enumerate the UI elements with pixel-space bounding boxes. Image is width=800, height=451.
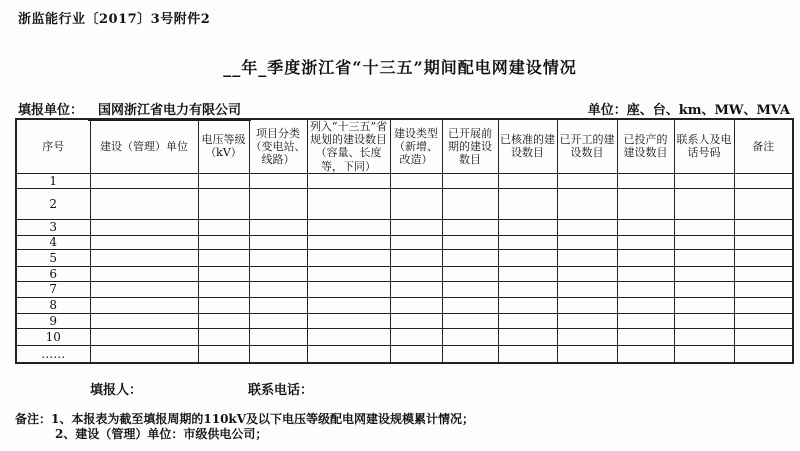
- empty-cell: [249, 219, 307, 235]
- row-number-cell: 6: [16, 266, 90, 281]
- page-title: __年_季度浙江省“十三五”期间配电网建设情况: [223, 58, 577, 77]
- empty-cell: [674, 281, 734, 297]
- info-line: [15, 99, 790, 117]
- empty-cell: [249, 297, 307, 313]
- empty-cell: [557, 173, 617, 188]
- empty-cell: [90, 281, 198, 297]
- empty-cell: [307, 249, 390, 266]
- row-number-cell: 10: [16, 328, 90, 345]
- empty-cell: [442, 281, 498, 297]
- empty-cell: [442, 345, 498, 363]
- empty-cell: [617, 297, 674, 313]
- note-1-text: 1、本报表为截至填报周期的110kV及以下电压等级配电网建设规模累计情况；: [51, 412, 475, 426]
- empty-cell: [674, 219, 734, 235]
- empty-cell: [249, 328, 307, 345]
- empty-cell: [557, 313, 617, 328]
- empty-cell: [674, 249, 734, 266]
- empty-cell: [307, 266, 390, 281]
- table-row: [16, 281, 793, 297]
- empty-cell: [617, 313, 674, 328]
- row-number-cell: 1: [16, 173, 90, 188]
- empty-cell: [90, 328, 198, 345]
- empty-cell: [307, 297, 390, 313]
- empty-cell: [307, 313, 390, 328]
- empty-cell: [390, 173, 442, 188]
- header-cell-voltage-level: 电压等级（kV）: [198, 119, 249, 173]
- empty-cell: [734, 188, 793, 219]
- empty-cell: [617, 249, 674, 266]
- unit-note: 单位：座、台、km、MW、MVA: [587, 103, 790, 118]
- table-row: [16, 313, 793, 328]
- table-row: [16, 297, 793, 313]
- empty-cell: [90, 266, 198, 281]
- empty-cell: [390, 188, 442, 219]
- empty-cell: [307, 328, 390, 345]
- header-cell-approved-count: 已核准的建设数目: [498, 119, 557, 173]
- empty-cell: [198, 219, 249, 235]
- empty-cell: [734, 249, 793, 266]
- empty-cell: [734, 297, 793, 313]
- empty-cell: [390, 235, 442, 249]
- empty-cell: [198, 235, 249, 249]
- row-number-cell: 9: [16, 313, 90, 328]
- row-number-cell: 5: [16, 249, 90, 266]
- empty-cell: [90, 297, 198, 313]
- row-number-cell: 4: [16, 235, 90, 249]
- empty-cell: [90, 249, 198, 266]
- empty-cell: [90, 173, 198, 188]
- empty-cell: [557, 188, 617, 219]
- table-row: [16, 173, 793, 188]
- empty-cell: [198, 297, 249, 313]
- empty-cell: [617, 235, 674, 249]
- empty-cell: [307, 235, 390, 249]
- empty-cell: [617, 173, 674, 188]
- footer-line: [0, 379, 800, 397]
- row-number-cell: 8: [16, 297, 90, 313]
- header-row: [16, 119, 793, 173]
- empty-cell: [390, 345, 442, 363]
- empty-cell: [557, 266, 617, 281]
- empty-cell: [249, 345, 307, 363]
- table-row: [16, 235, 793, 249]
- empty-cell: [442, 266, 498, 281]
- empty-cell: [307, 173, 390, 188]
- empty-cell: [442, 235, 498, 249]
- empty-cell: [198, 328, 249, 345]
- empty-cell: [557, 249, 617, 266]
- empty-cell: [617, 188, 674, 219]
- empty-cell: [498, 219, 557, 235]
- empty-cell: [734, 235, 793, 249]
- empty-cell: [674, 313, 734, 328]
- empty-cell: [307, 219, 390, 235]
- empty-cell: [557, 297, 617, 313]
- empty-cell: [198, 173, 249, 188]
- empty-cell: [442, 328, 498, 345]
- empty-cell: [307, 345, 390, 363]
- empty-cell: [734, 173, 793, 188]
- empty-cell: [390, 219, 442, 235]
- table-row: [16, 328, 793, 345]
- empty-cell: [249, 313, 307, 328]
- empty-cell: [734, 313, 793, 328]
- table-row: [16, 266, 793, 281]
- row-number-cell: 3: [16, 219, 90, 235]
- empty-cell: [734, 266, 793, 281]
- empty-cell: [498, 328, 557, 345]
- note-line-1: [15, 412, 790, 427]
- header-cell-project-category: 项目分类（变电站、线路）: [249, 119, 307, 173]
- empty-cell: [617, 345, 674, 363]
- fill-unit-value: 国网浙江省电力有限公司: [88, 99, 251, 121]
- empty-cell: [674, 345, 734, 363]
- empty-cell: [617, 281, 674, 297]
- empty-cell: [617, 328, 674, 345]
- empty-cell: [674, 266, 734, 281]
- empty-cell: [307, 281, 390, 297]
- empty-cell: [557, 235, 617, 249]
- empty-cell: [674, 297, 734, 313]
- table-row: [16, 188, 793, 219]
- note-line-2: [15, 427, 790, 442]
- empty-cell: [617, 266, 674, 281]
- empty-cell: [442, 188, 498, 219]
- empty-cell: [557, 345, 617, 363]
- empty-cell: [249, 188, 307, 219]
- empty-cell: [307, 188, 390, 219]
- empty-cell: [198, 249, 249, 266]
- table-row: [16, 219, 793, 235]
- note-2-text: 2、建设（管理）单位：市级供电公司；: [55, 427, 268, 441]
- empty-cell: [498, 249, 557, 266]
- empty-cell: [390, 281, 442, 297]
- empty-cell: [442, 219, 498, 235]
- empty-cell: [734, 328, 793, 345]
- empty-cell: [734, 281, 793, 297]
- empty-cell: [557, 219, 617, 235]
- header-cell-construction-type: 建设类型（新增、改造）: [390, 119, 442, 173]
- header-cell-started-count: 已开工的建设数目: [557, 119, 617, 173]
- empty-cell: [390, 328, 442, 345]
- empty-cell: [498, 281, 557, 297]
- empty-cell: [90, 219, 198, 235]
- header-cell-remarks: 备注: [734, 119, 793, 173]
- empty-cell: [390, 297, 442, 313]
- empty-cell: [90, 345, 198, 363]
- empty-cell: [249, 266, 307, 281]
- row-number-cell: 7: [16, 281, 90, 297]
- empty-cell: [442, 173, 498, 188]
- empty-cell: [249, 235, 307, 249]
- empty-cell: [498, 188, 557, 219]
- notes-block: [15, 412, 790, 442]
- empty-cell: [498, 266, 557, 281]
- empty-cell: [498, 173, 557, 188]
- empty-cell: [198, 266, 249, 281]
- fill-unit-label: 填报单位：: [18, 103, 84, 118]
- empty-cell: [442, 313, 498, 328]
- empty-cell: [442, 297, 498, 313]
- empty-cell: [198, 281, 249, 297]
- header-cell-preliminary-count: 已开展前期的建设数目: [442, 119, 498, 173]
- empty-cell: [442, 249, 498, 266]
- empty-cell: [617, 219, 674, 235]
- empty-cell: [90, 313, 198, 328]
- empty-cell: [498, 345, 557, 363]
- empty-cell: [198, 188, 249, 219]
- header-cell-commissioned-count: 已投产的建设数目: [617, 119, 674, 173]
- empty-cell: [249, 173, 307, 188]
- header-cell-planned-count: 列入“十三五”省规划的建设数目（容量、长度等，下同）: [307, 119, 390, 173]
- contact-label: 联系电话：: [248, 383, 314, 398]
- empty-cell: [198, 313, 249, 328]
- doc-number: 浙监能行业〔2017〕3号附件2: [18, 12, 211, 27]
- table-row: [16, 345, 793, 363]
- empty-cell: [674, 188, 734, 219]
- empty-cell: [674, 235, 734, 249]
- empty-cell: [390, 266, 442, 281]
- header-cell-contact: 联系人及电话号码: [674, 119, 734, 173]
- header-cell-construction-unit: 建设（管理）单位: [90, 119, 198, 173]
- row-number-cell: ……: [16, 345, 90, 363]
- empty-cell: [90, 235, 198, 249]
- empty-cell: [674, 173, 734, 188]
- empty-cell: [734, 345, 793, 363]
- empty-cell: [734, 219, 793, 235]
- report-table: [15, 118, 794, 364]
- empty-cell: [557, 328, 617, 345]
- empty-cell: [249, 249, 307, 266]
- empty-cell: [498, 297, 557, 313]
- empty-cell: [498, 235, 557, 249]
- empty-cell: [198, 345, 249, 363]
- empty-cell: [390, 313, 442, 328]
- empty-cell: [557, 281, 617, 297]
- empty-cell: [498, 313, 557, 328]
- table-row: [16, 249, 793, 266]
- filler-label: 填报人：: [90, 383, 143, 398]
- notes-label: 备注：: [15, 412, 52, 426]
- empty-cell: [249, 281, 307, 297]
- header-cell-serial-number: 序号: [16, 119, 90, 173]
- empty-cell: [90, 188, 198, 219]
- row-number-cell: 2: [16, 188, 90, 219]
- empty-cell: [674, 328, 734, 345]
- empty-cell: [390, 249, 442, 266]
